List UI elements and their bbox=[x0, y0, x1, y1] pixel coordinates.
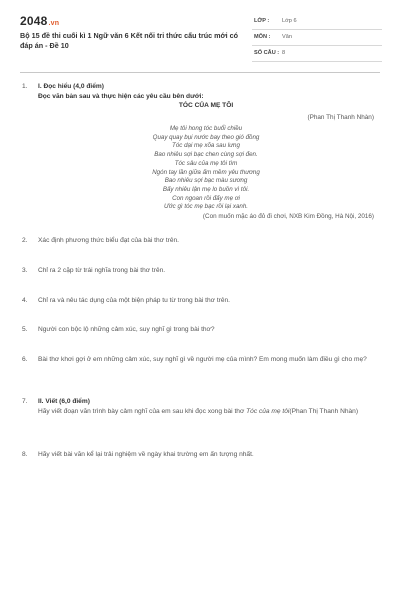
question-number: 1. bbox=[22, 83, 28, 90]
poem-body bbox=[38, 125, 374, 212]
question-text: Hãy viết bài văn kể lại trải nghiệm về ngày khai trường em ấn tượng nhất. bbox=[38, 451, 254, 458]
question-text: Chỉ ra và nêu tác dụng của một biện pháp tu từ trong bài thơ trên. bbox=[38, 297, 231, 304]
poem-line: Con ngoan rồi đấy mẹ ơi bbox=[172, 194, 240, 202]
question-number: 2. bbox=[22, 237, 28, 244]
meta-label: SỐ CÂU : bbox=[254, 50, 280, 56]
question-number: 6. bbox=[22, 356, 28, 363]
question-text: Người con bộc lộ những cảm xúc, suy nghĩ gì trong bài thơ? bbox=[38, 326, 215, 333]
meta-label: MÔN : bbox=[254, 34, 271, 40]
question-number: 5. bbox=[22, 326, 28, 333]
question-number: 3. bbox=[22, 267, 28, 274]
question-body bbox=[38, 397, 374, 416]
meta-value: Văn bbox=[282, 34, 292, 40]
question-text-part: (Phan Thị Thanh Nhàn) bbox=[289, 407, 359, 415]
poem-line: Mẹ tôi hong tóc buổi chiều bbox=[169, 125, 243, 132]
question-text bbox=[38, 407, 374, 417]
exam-meta bbox=[252, 14, 382, 62]
section-heading: II. Viết (6,0 điểm) bbox=[38, 398, 90, 405]
poem-line: Bao nhiêu sợi bạc màu sương bbox=[164, 177, 248, 185]
poem-line: Tóc sâu của mẹ tôi tìm bbox=[174, 159, 238, 167]
meta-value: 8 bbox=[282, 50, 286, 56]
question-number: 4. bbox=[22, 297, 28, 304]
site-logo[interactable] bbox=[20, 14, 59, 28]
question-text: Chỉ ra 2 cặp từ trái nghĩa trong bài thơ trên. bbox=[38, 267, 166, 274]
section-heading: I. Đọc hiểu (4,0 điểm) bbox=[38, 83, 104, 90]
meta-row-count bbox=[252, 46, 382, 62]
poem-title-italic: Tóc của mẹ tôi bbox=[246, 407, 290, 415]
instruction-text: Đọc văn bản sau và thực hiện các yêu cầu bên dưới: bbox=[38, 92, 204, 100]
meta-row-subject bbox=[252, 30, 382, 46]
logo-suffix: .vn bbox=[48, 20, 60, 27]
poem-line: Tóc dại mẹ xõa sau lưng bbox=[172, 142, 240, 150]
meta-label: LỚP : bbox=[254, 18, 270, 24]
poem-title: TÓC CỦA MẸ TÔI bbox=[178, 102, 234, 109]
header bbox=[20, 14, 382, 64]
poem-line: Ngón tay lần giữa ấm mềm yêu thương bbox=[152, 168, 260, 176]
poem-line: Quay quay bụi nước bay theo gió đồng bbox=[152, 133, 260, 141]
logo-text: 2048 bbox=[20, 14, 48, 28]
poem-line: Bao nhiêu sợi bạc chen cùng sợi đen. bbox=[154, 151, 258, 159]
poem-author: (Phan Thị Thanh Nhàn) bbox=[307, 113, 374, 121]
header-divider bbox=[20, 72, 380, 73]
poem-line: Ước gì tóc mẹ bạc rồi lại xanh. bbox=[164, 203, 248, 211]
poem-line: Bấy nhiêu lận mẹ lo buồn vì tôi. bbox=[162, 185, 250, 193]
exam-title: Bộ 15 đề thi cuối kì 1 Ngữ văn 6 Kết nối tri thức cấu trúc mới có đáp án - Đề 10 bbox=[20, 31, 239, 50]
question-text: Bài thơ khơi gợi ở em những cảm xúc, suy nghĩ gì về người mẹ của mình? Em mong muốn làm điều gì cho mẹ? bbox=[38, 356, 367, 363]
question-number: 7. bbox=[22, 398, 28, 405]
question-body bbox=[38, 82, 374, 222]
question-text: Xác định phương thức biểu đạt của bài thơ trên. bbox=[38, 237, 180, 244]
question-text-part: Hãy viết đoạn văn trình bày cảm nghĩ của em sau khi đọc xong bài thơ bbox=[38, 407, 247, 415]
meta-row-class bbox=[252, 14, 382, 30]
poem-source: (Con muốn mặc áo đỏ đi chơi, NXB Kim Đồng, Hà Nội, 2016) bbox=[202, 213, 374, 221]
question-number: 8. bbox=[22, 451, 28, 458]
meta-value: Lớp 6 bbox=[282, 18, 297, 24]
